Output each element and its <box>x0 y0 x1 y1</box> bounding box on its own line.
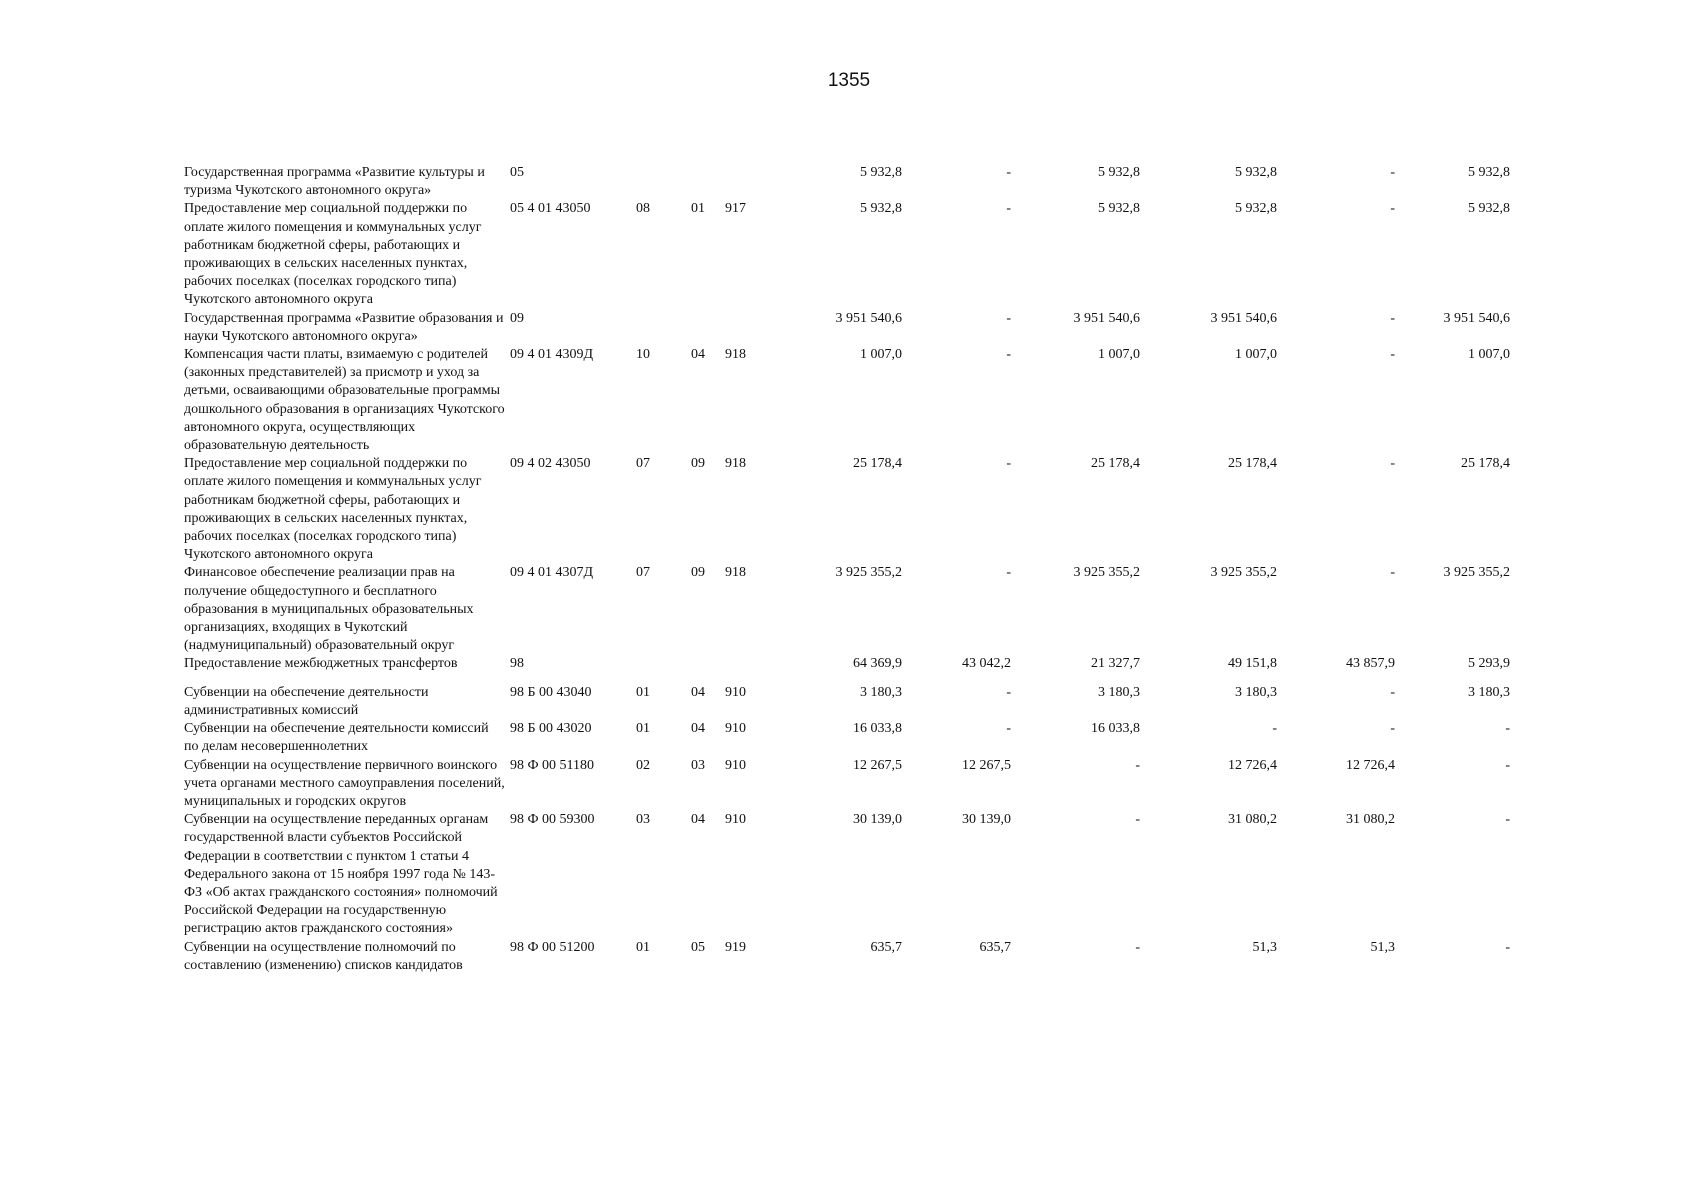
row-ministry-cell: 918 <box>725 565 746 581</box>
table-row <box>184 164 1510 200</box>
row-value-6-cell: - <box>1505 721 1510 737</box>
table-row <box>184 310 1510 346</box>
row-code-cell: 09 4 02 43050 <box>510 456 591 472</box>
row-value-5-cell: - <box>1390 310 1395 326</box>
row-code-cell: 05 4 01 43050 <box>510 201 591 217</box>
row-value-4-cell: 5 932,8 <box>1235 165 1277 180</box>
row-section-cell: 07 <box>636 456 650 472</box>
row-value-2-cell: - <box>1006 684 1011 700</box>
table-row <box>184 939 1510 975</box>
row-value-1-cell: 1 007,0 <box>860 347 902 363</box>
row-ministry-cell <box>725 310 785 346</box>
row-value-2-cell: - <box>1006 310 1011 326</box>
row-value-5-cell: - <box>1390 565 1395 581</box>
row-value-2-cell: 12 267,5 <box>962 757 1011 773</box>
row-value-6-cell: 3 180,3 <box>1468 684 1510 700</box>
row-ministry-cell: 917 <box>725 201 746 217</box>
row-name-cell: Субвенции на осуществление переданных органам государственной власти субъектов Российской Федерации в соответствии с пунктом 1 статьи 4 Федерального закона от 15 ноября 1997 года № 143-ФЗ «Об актах гражданского состояния» полномочий Российской Федерации на государственную регистрацию актов гражданского состояния» <box>184 812 498 937</box>
row-value-1-cell: 30 139,0 <box>853 812 902 828</box>
row-code-cell: 98 <box>510 656 524 672</box>
row-value-3-cell: 25 178,4 <box>1091 456 1140 472</box>
row-ministry-cell: 918 <box>725 456 746 472</box>
row-value-3-cell: - <box>1135 812 1140 828</box>
row-section-cell <box>636 310 691 346</box>
budget-table <box>184 164 1510 975</box>
row-value-1-cell: 3 180,3 <box>860 684 902 700</box>
row-value-4-cell: 3 180,3 <box>1235 684 1277 700</box>
row-value-3-cell: 3 951 540,6 <box>1073 310 1140 326</box>
row-subsection-cell <box>691 655 725 683</box>
row-value-3-cell: - <box>1135 939 1140 955</box>
row-value-1-cell: 12 267,5 <box>853 757 902 773</box>
row-subsection-cell: 04 <box>691 721 705 737</box>
row-ministry-cell: 910 <box>725 812 746 828</box>
row-value-6-cell: 1 007,0 <box>1468 347 1510 363</box>
row-name-cell: Предоставление межбюджетных трансфертов <box>184 656 458 672</box>
row-name-cell: Предоставление мер социальной поддержки по оплате жилого помещения и коммунальных услуг работникам бюджетной сферы, работающих и проживающих в сельских населенных пунктах, рабочих поселках (поселках городского типа) Чукотского автономного округа <box>184 201 482 308</box>
row-code-cell: 98 Б 00 43020 <box>510 721 592 737</box>
row-ministry-cell <box>725 655 785 683</box>
row-ministry-cell: 918 <box>725 347 746 363</box>
row-section-cell: 10 <box>636 347 650 363</box>
row-ministry-cell: 910 <box>725 757 746 773</box>
row-value-5-cell: 43 857,9 <box>1346 656 1395 672</box>
row-section-cell <box>636 164 691 200</box>
row-value-3-cell: 5 932,8 <box>1098 165 1140 180</box>
row-value-6-cell: 5 932,8 <box>1468 165 1510 180</box>
row-value-5-cell: - <box>1390 201 1395 217</box>
row-value-5-cell: 51,3 <box>1370 939 1395 955</box>
row-section-cell <box>636 655 691 683</box>
row-value-2-cell: 30 139,0 <box>962 812 1011 828</box>
row-code-cell: 05 <box>510 165 524 180</box>
row-subsection-cell: 09 <box>691 565 705 581</box>
table-row <box>184 811 1510 938</box>
row-name-cell: Субвенции на осуществление первичного воинского учета органами местного самоуправления поселений, муниципальных и городских округов <box>184 757 505 809</box>
row-section-cell: 01 <box>636 939 650 955</box>
row-name-cell: Финансовое обеспечение реализации прав на получение общедоступного и бесплатного образования в муниципальных образовательных организациях, входящих в Чукотский (надмуниципальный) образовательный округ <box>184 565 474 654</box>
row-value-1-cell: 64 369,9 <box>853 656 902 672</box>
row-ministry-cell <box>725 164 785 200</box>
row-value-2-cell: - <box>1006 165 1011 180</box>
row-name-cell: Субвенции на обеспечение деятельности административных комиссий <box>184 684 429 718</box>
table-row <box>184 564 1510 655</box>
row-value-4-cell: 1 007,0 <box>1235 347 1277 363</box>
row-ministry-cell: 919 <box>725 939 746 955</box>
row-section-cell: 01 <box>636 684 650 700</box>
row-value-1-cell: 16 033,8 <box>853 721 902 737</box>
row-value-3-cell: 5 932,8 <box>1098 201 1140 217</box>
row-value-4-cell: - <box>1272 721 1277 737</box>
row-value-4-cell: 3 925 355,2 <box>1210 565 1277 581</box>
row-value-2-cell: - <box>1006 201 1011 217</box>
row-value-1-cell: 635,7 <box>870 939 902 955</box>
table-row <box>184 455 1510 564</box>
row-subsection-cell: 04 <box>691 684 705 700</box>
row-code-cell: 98 Б 00 43040 <box>510 684 592 700</box>
row-value-3-cell: 3 180,3 <box>1098 684 1140 700</box>
row-subsection-cell: 04 <box>691 812 705 828</box>
row-name-cell: Субвенции на осуществление полномочий по составлению (изменению) списков кандидатов <box>184 939 463 973</box>
row-code-cell: 98 Ф 00 51200 <box>510 939 595 955</box>
row-value-1-cell: 25 178,4 <box>853 456 902 472</box>
row-value-4-cell: 49 151,8 <box>1228 656 1277 672</box>
row-value-5-cell: 31 080,2 <box>1346 812 1395 828</box>
row-ministry-cell: 910 <box>725 721 746 737</box>
row-name-cell: Субвенции на обеспечение деятельности комиссий по делам несовершеннолетних <box>184 721 489 755</box>
row-subsection-cell <box>691 164 725 200</box>
row-value-6-cell: - <box>1505 939 1510 955</box>
row-subsection-cell: 01 <box>691 201 705 217</box>
row-code-cell: 09 <box>510 310 524 326</box>
row-code-cell: 09 4 01 4309Д <box>510 347 594 363</box>
row-name-cell: Предоставление мер социальной поддержки по оплате жилого помещения и коммунальных услуг работникам бюджетной сферы, работающих и проживающих в сельских населенных пунктах, рабочих поселках (поселках городского типа) Чукотского автономного округа <box>184 456 482 563</box>
row-value-1-cell: 3 951 540,6 <box>835 310 902 326</box>
row-value-3-cell: - <box>1135 757 1140 773</box>
row-value-2-cell: - <box>1006 565 1011 581</box>
row-subsection-cell: 09 <box>691 456 705 472</box>
row-subsection-cell: 03 <box>691 757 705 773</box>
table-row <box>184 655 1510 683</box>
row-value-4-cell: 25 178,4 <box>1228 456 1277 472</box>
row-name-cell: Государственная программа «Развитие образования и науки Чукотского автономного округа» <box>184 310 504 344</box>
row-value-6-cell: - <box>1505 757 1510 773</box>
row-value-5-cell: - <box>1390 347 1395 363</box>
row-value-2-cell: 635,7 <box>979 939 1011 955</box>
row-value-2-cell: 43 042,2 <box>962 656 1011 672</box>
row-value-6-cell: 5 932,8 <box>1468 201 1510 217</box>
row-value-6-cell: 3 951 540,6 <box>1443 310 1510 326</box>
row-value-2-cell: - <box>1006 347 1011 363</box>
table-row <box>184 200 1510 309</box>
table-row <box>184 720 1510 756</box>
row-code-cell: 98 Ф 00 59300 <box>510 812 595 828</box>
row-value-5-cell: 12 726,4 <box>1346 757 1395 773</box>
row-value-3-cell: 21 327,7 <box>1091 656 1140 672</box>
row-value-2-cell: - <box>1006 456 1011 472</box>
row-value-2-cell: - <box>1006 721 1011 737</box>
row-section-cell: 02 <box>636 757 650 773</box>
row-section-cell: 03 <box>636 812 650 828</box>
table-row <box>184 684 1510 720</box>
row-value-5-cell: - <box>1390 684 1395 700</box>
row-value-5-cell: - <box>1390 721 1395 737</box>
row-subsection-cell: 04 <box>691 347 705 363</box>
table-body <box>184 164 1510 975</box>
row-subsection-cell: 05 <box>691 939 705 955</box>
row-value-1-cell: 5 932,8 <box>860 201 902 217</box>
row-name-cell: Государственная программа «Развитие культуры и туризма Чукотского автономного округа» <box>184 165 485 199</box>
row-value-6-cell: 3 925 355,2 <box>1443 565 1510 581</box>
row-ministry-cell: 910 <box>725 684 746 700</box>
row-code-cell: 09 4 01 4307Д <box>510 565 594 581</box>
row-section-cell: 07 <box>636 565 650 581</box>
table-row <box>184 757 1510 812</box>
row-code-cell: 98 Ф 00 51180 <box>510 757 595 773</box>
row-value-4-cell: 31 080,2 <box>1228 812 1277 828</box>
row-value-1-cell: 5 932,8 <box>860 165 902 180</box>
row-section-cell: 08 <box>636 201 650 217</box>
row-value-4-cell: 51,3 <box>1252 939 1277 955</box>
row-value-4-cell: 3 951 540,6 <box>1210 310 1277 326</box>
row-value-5-cell: - <box>1390 165 1395 180</box>
row-value-4-cell: 5 932,8 <box>1235 201 1277 217</box>
row-section-cell: 01 <box>636 721 650 737</box>
row-value-3-cell: 1 007,0 <box>1098 347 1140 363</box>
row-value-3-cell: 16 033,8 <box>1091 721 1140 737</box>
row-value-5-cell: - <box>1390 456 1395 472</box>
row-value-6-cell: 25 178,4 <box>1461 456 1510 472</box>
row-subsection-cell <box>691 310 725 346</box>
row-value-4-cell: 12 726,4 <box>1228 757 1277 773</box>
row-value-1-cell: 3 925 355,2 <box>835 565 902 581</box>
row-value-6-cell: 5 293,9 <box>1468 656 1510 672</box>
table-row <box>184 346 1510 455</box>
page-number: 1355 <box>827 70 871 91</box>
row-value-6-cell: - <box>1505 812 1510 828</box>
row-value-3-cell: 3 925 355,2 <box>1073 565 1140 581</box>
row-name-cell: Компенсация части платы, взимаемую с родителей (законных представителей) за присмотр и уход за детьми, осваивающими образовательные программы дошкольного образования в организациях Чукотского автономного округа, осуществляющих образовательную деятельность <box>184 347 505 454</box>
